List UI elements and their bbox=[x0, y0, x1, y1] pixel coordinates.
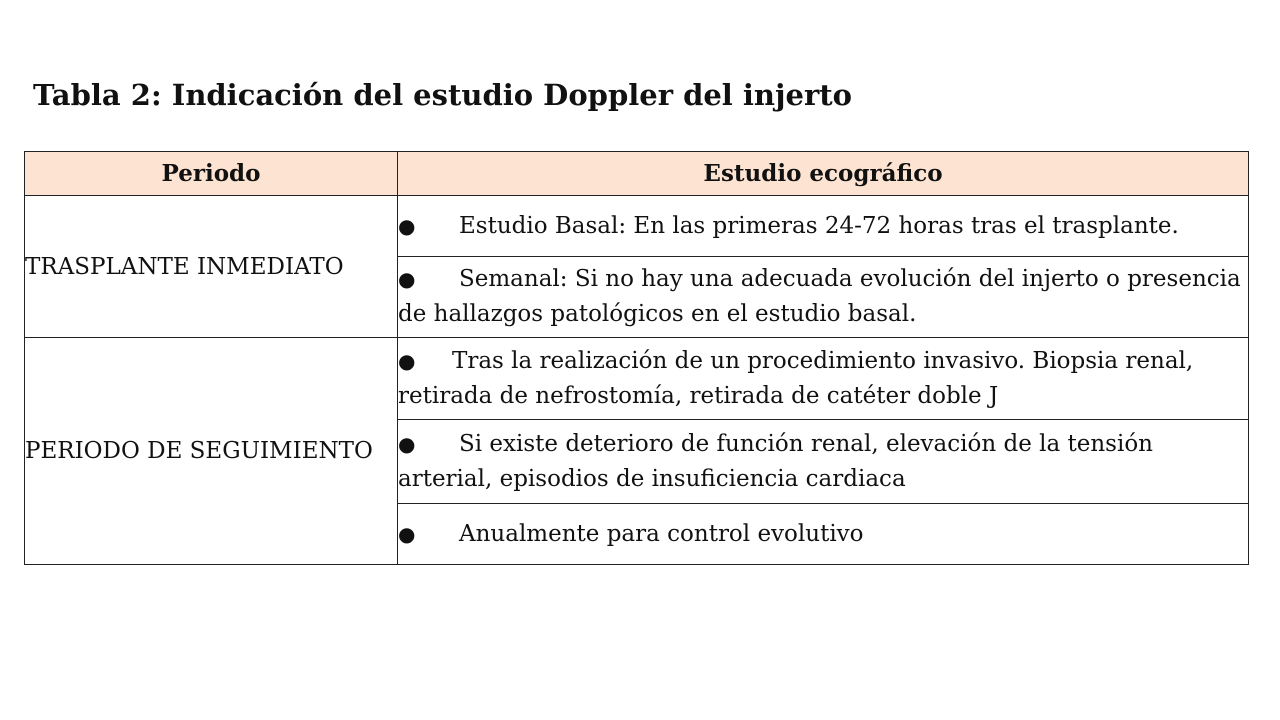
item-text: Semanal: Si no hay una adecuada evolución del injerto o presencia de hallazgos patológicos en el estudio basal. bbox=[398, 266, 1241, 327]
item-text: Tras la realización de un procedimiento invasivo. Biopsia renal, retirada de nefrostomía, retirada de catéter doble J bbox=[398, 347, 1194, 409]
period-cell-periodo-de-seguimiento: PERIODO DE SEGUIMIENTO bbox=[25, 338, 398, 565]
list-item bbox=[398, 196, 1249, 257]
item-text: Estudio Basal: En las primeras 24-72 horas tras el trasplante. bbox=[459, 212, 1179, 239]
bullet-icon: ● bbox=[398, 213, 416, 238]
doppler-indication-table bbox=[24, 151, 1249, 565]
table-header-row bbox=[25, 152, 1249, 196]
bullet-icon: ● bbox=[398, 267, 416, 291]
bullet-icon: ● bbox=[398, 431, 416, 456]
list-item bbox=[398, 420, 1249, 504]
bullet-icon: ● bbox=[398, 521, 416, 546]
table-row bbox=[25, 338, 1249, 420]
table-row bbox=[25, 196, 1249, 257]
list-item bbox=[398, 257, 1249, 338]
table-title: Tabla 2: Indicación del estudio Doppler del injerto bbox=[33, 78, 852, 112]
header-estudio-ecografico: Estudio ecográfico bbox=[398, 152, 1249, 196]
bullet-icon: ● bbox=[398, 348, 416, 373]
list-item bbox=[398, 504, 1249, 565]
header-periodo: Periodo bbox=[25, 152, 398, 196]
item-text: Si existe deterioro de función renal, elevación de la tensión arterial, episodios de insuficiencia cardiaca bbox=[398, 430, 1153, 492]
list-item bbox=[398, 338, 1249, 420]
period-cell-trasplante-inmediato: TRASPLANTE INMEDIATO bbox=[25, 196, 398, 338]
item-text: Anualmente para control evolutivo bbox=[459, 520, 864, 547]
